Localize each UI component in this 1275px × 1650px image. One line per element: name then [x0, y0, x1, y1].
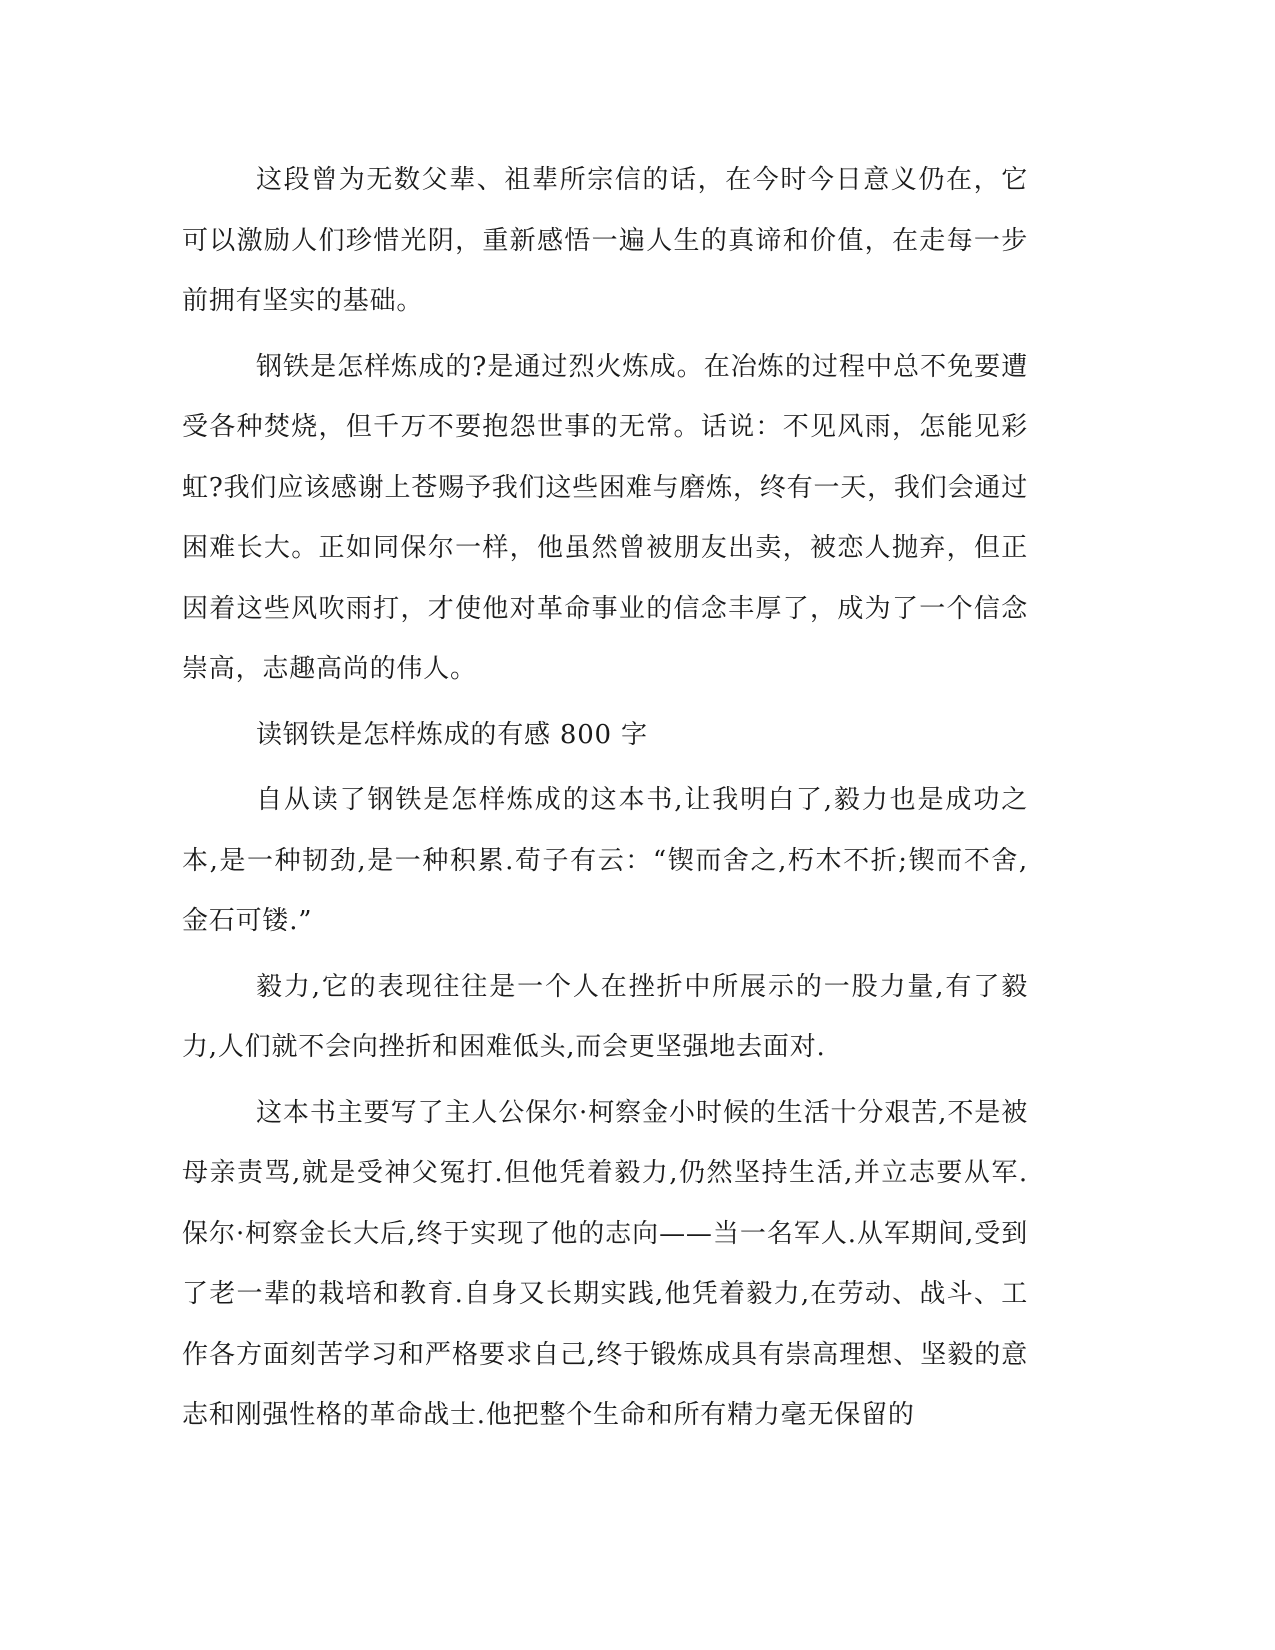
paragraph-5: 这本书主要写了主人公保尔·柯察金小时候的生活十分艰苦,不是被母亲责骂,就是受神父冤打.但他凭着毅力,仍然坚持生活,并立志要从军.保尔·柯察金长大后,终于实现了他的志向——当一名军人.从军期间,受到了老一辈的栽培和教育.自身又长期实践,他凭着毅力,在劳动、战斗、工作各方面刻苦学习和严格要求自己,终于锻炼成具有崇高理想、坚毅的意志和刚强性格的革命战士.他把整个生命和所有精力毫无保留的: [182, 1097, 1028, 1430]
paragraph-1: 这段曾为无数父辈、祖辈所宗信的话，在今时今日意义仍在，它可以激励人们珍惜光阴，重新感悟一遍人生的真谛和价值，在走每一步前拥有坚实的基础。: [182, 165, 1028, 316]
document-page: [182, 150, 1028, 1451]
paragraph-3: 自从读了钢铁是怎样炼成的这本书,让我明白了,毅力也是成功之本,是一种韧劲,是一种积累.荀子有云：“锲而舍之,朽木不折;锲而不舍,金石可镂.”: [182, 785, 1028, 936]
paragraph-2: 钢铁是怎样炼成的?是通过烈火炼成。在冶炼的过程中总不免要遭受各种焚烧，但千万不要抱怨世事的无常。话说：不见风雨，怎能见彩虹?我们应该感谢上苍赐予我们这些困难与磨炼，终有一天，我们会通过困难长大。正如同保尔一样，他虽然曾被朋友出卖，被恋人抛弃，但正因着这些风吹雨打，才使他对革命事业的信念丰厚了，成为了一个信念崇高，志趣高尚的伟人。: [182, 351, 1028, 684]
paragraph-4: 毅力,它的表现往往是一个人在挫折中所展示的一股力量,有了毅力,人们就不会向挫折和困难低头,而会更坚强地去面对.: [182, 971, 1028, 1062]
section-title: 读钢铁是怎样炼成的有感 800 字: [256, 719, 648, 750]
